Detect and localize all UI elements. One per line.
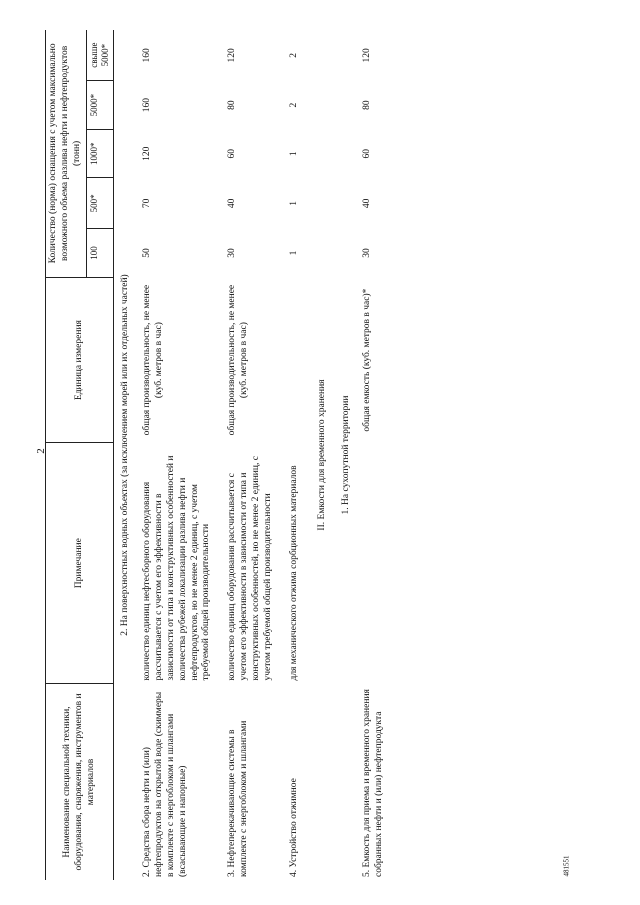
header-name: Наименование специальной техники, оборудования, снаряжения, инструментов и материалов [46,684,114,880]
row-unit: общая емкость (куб. метров в час)* [362,288,373,432]
qty-col-100: 100 [86,229,114,278]
row-unit: общая производительность, не менее (куб. метров в час) [227,284,250,436]
qty-col-500: 500* [86,178,114,229]
table-row [285,30,311,880]
subsection-heading: 1. На сухопутной территории [340,395,351,515]
row-qty: 160 [142,48,152,63]
header-note: Примечание [46,443,114,684]
row-qty: 120 [227,48,238,63]
row-unit [285,277,311,443]
row-qty: 120 [362,48,373,63]
row-qty: 160 [142,98,152,113]
row-name: 5. Емкость для приема и временного хранения собранных нефти и (или) нефтепродукта [362,689,385,877]
document-code: 481551 [562,855,571,877]
table-row [358,30,396,880]
equipment-norms-table [45,30,396,880]
row-qty: 80 [362,100,373,110]
row-qty: 80 [227,100,238,110]
row-qty: 120 [142,146,152,161]
row-qty: 1 [288,200,299,206]
row-qty: 40 [362,198,373,209]
row-qty: 60 [362,148,373,159]
table-row [223,30,285,880]
header-unit: Единица измерения [46,277,114,443]
row-note: количество единиц оборудования рассчитывается с учетом его эффективности в зависимости от типа и конструктивных особенностей, но не менее 2 единиц, с учетом требуемой общей производительности [227,456,273,681]
row-qty: 1 [288,250,299,256]
row-note: количество единиц нефтесборного оборудования рассчитывается с учетом его эффективности в зависимости от типа и конструктивных особенностей и количества рубежей локализации разлива нефти и нефтепродуктов, но не менее 2 единиц, с учетом требуемой общей производительности [142,455,212,681]
rotated-table-sheet [45,30,605,880]
row-qty: 60 [227,148,238,159]
section-heading: II. Емкости для временного хранения [316,379,327,531]
row-note [358,443,396,684]
row-name: 3. Нефтеперекачивающие системы в комплекте с энергоблоком и шлангами [227,720,250,877]
table-row [138,30,223,880]
qty-col-over-5000: свыше 5000* [86,30,114,81]
header-quantity: Количество (норма) оснащения с учетом максимально возможного объема разлива нефти и нефтепродуктов (тонн) [46,30,87,277]
row-qty: 30 [362,248,373,258]
row-qty: 40 [227,198,238,209]
row-name: 4. Устройство отжимное [288,778,299,877]
section-heading: 2. На поверхностных водных объектах (за исключением морей или их отдельных частей) [120,274,131,636]
page-number: 2 [34,448,47,454]
row-qty: 1 [288,151,299,157]
row-unit: общая производительность, не менее (куб. метров в час) [142,284,164,436]
row-qty: 70 [142,198,152,209]
row-name: 2. Средства сбора нефти и (или) нефтепродуктов на открытой воде (скиммеры в комплекте с энергоблоком и шлангами (всасывающие и напорные) [142,691,188,877]
header-row [46,30,87,880]
qty-col-5000: 5000* [86,81,114,130]
row-qty: 50 [142,248,152,258]
row-qty: 2 [288,102,299,108]
row-qty: 30 [227,248,238,258]
qty-col-1000: 1000* [86,129,114,178]
row-note: для механического отжима сорбционных материалов [288,465,299,681]
row-qty: 2 [288,53,299,58]
